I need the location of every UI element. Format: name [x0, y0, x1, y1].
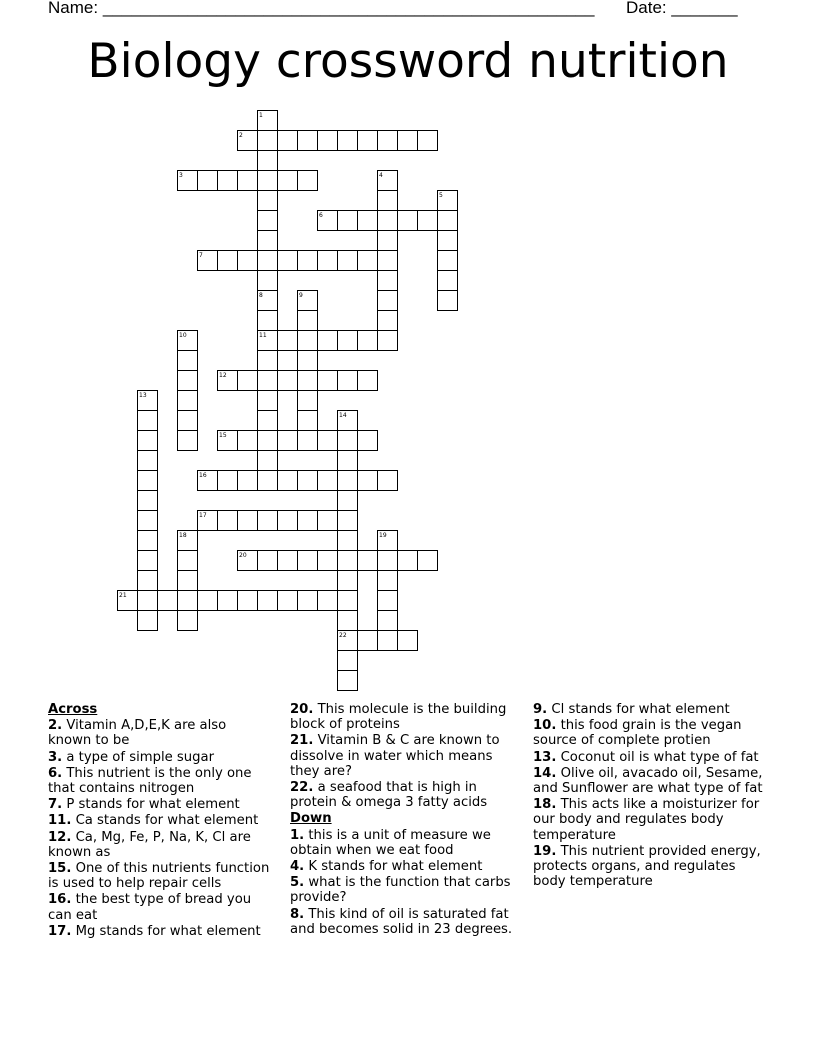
grid-cell[interactable]	[278, 511, 298, 531]
clue-number: 3.	[48, 749, 63, 765]
grid-cell[interactable]	[338, 511, 358, 531]
grid-cell[interactable]	[378, 551, 398, 571]
grid-cell[interactable]	[258, 411, 278, 431]
clue-number: 5.	[290, 875, 305, 891]
grid-cell[interactable]	[178, 391, 198, 411]
grid-cell[interactable]	[278, 131, 298, 151]
cell-number-label: 5	[439, 192, 443, 199]
cell-number-label: 21	[119, 592, 127, 599]
grid-cell[interactable]	[278, 251, 298, 271]
grid-cell[interactable]	[138, 591, 158, 611]
clue-number: 14.	[533, 765, 557, 781]
grid-cell[interactable]	[438, 211, 458, 231]
grid-cell[interactable]	[278, 471, 298, 491]
grid-cell[interactable]	[298, 351, 318, 371]
grid-cell[interactable]	[298, 431, 318, 451]
grid-cell[interactable]	[258, 311, 278, 331]
grid-cell[interactable]	[298, 551, 318, 571]
clue-number: 12.	[48, 829, 72, 845]
clue-number: 10.	[533, 718, 557, 734]
cell-number-label: 10	[179, 332, 187, 339]
grid-cell[interactable]	[178, 611, 198, 631]
cell-number-label: 16	[199, 472, 207, 479]
clue-text: This acts like a moisturizer for our body and regulates body temperature	[533, 797, 760, 843]
clues-column-1	[48, 702, 270, 940]
clue-text: Mg stands for what element	[71, 923, 261, 939]
grid-cell[interactable]	[378, 211, 398, 231]
grid-cell[interactable]	[258, 451, 278, 471]
grid-cell[interactable]	[238, 591, 258, 611]
clues-column-2	[290, 702, 516, 938]
grid-cell[interactable]	[138, 471, 158, 491]
page-title: Biology crossword nutrition	[87, 34, 729, 89]
clue-number: 21.	[290, 733, 314, 749]
grid-cell[interactable]	[138, 431, 158, 451]
grid-cell[interactable]	[378, 131, 398, 151]
date-blank[interactable]: _______	[671, 0, 738, 17]
grid-cell[interactable]	[318, 471, 338, 491]
clue-item	[533, 750, 765, 765]
cell-number-label: 14	[339, 412, 347, 419]
grid-cell[interactable]	[378, 611, 398, 631]
clue-text: this food grain is the vegan source of complete protien	[533, 718, 742, 749]
grid-cell[interactable]	[298, 371, 318, 391]
grid-cell[interactable]	[298, 411, 318, 431]
grid-cell[interactable]	[378, 311, 398, 331]
clue-text: a seafood that is high in protein & omega 3 fatty acids	[290, 780, 488, 811]
grid-cell[interactable]	[258, 171, 278, 191]
clue-number: 6.	[48, 765, 63, 781]
clue-number: 1.	[290, 827, 305, 843]
clue-text: This nutrient is the only one that contains nitrogen	[48, 765, 252, 797]
clue-number: 11.	[48, 813, 72, 829]
clue-number: 13.	[533, 749, 557, 765]
clue-text: This nutrient provided energy, protects organs, and regulates body temperature	[533, 843, 761, 890]
grid-cell[interactable]	[318, 251, 338, 271]
grid-cell[interactable]	[358, 251, 378, 271]
grid-cell[interactable]	[258, 591, 278, 611]
name-label: Name:	[48, 0, 99, 17]
clue-number: 18.	[533, 797, 557, 813]
grid-cell[interactable]	[218, 471, 238, 491]
clue-text: Ca, Mg, Fe, P, Na, K, Cl are known as	[48, 829, 251, 860]
clue-text: Ca stands for what element	[71, 813, 259, 829]
clue-item	[290, 828, 516, 858]
grid-cell[interactable]	[338, 431, 358, 451]
grid-cell[interactable]	[358, 471, 378, 491]
grid-cell[interactable]	[258, 271, 278, 291]
clue-text: this is a unit of measure we obtain when we eat food	[290, 827, 491, 858]
grid-cell[interactable]	[138, 571, 158, 591]
grid-cell[interactable]	[278, 331, 298, 351]
cell-number-label: 12	[219, 372, 227, 379]
grid-cell[interactable]	[218, 251, 238, 271]
grid-cell[interactable]	[378, 251, 398, 271]
grid-cell[interactable]	[438, 251, 458, 271]
grid-cell[interactable]	[338, 451, 358, 471]
clue-text: a type of simple sugar	[62, 749, 215, 765]
cell-number-label: 19	[379, 532, 387, 539]
name-blank[interactable]: ____________________________________________________	[102, 0, 595, 17]
grid-cell[interactable]	[198, 591, 218, 611]
cell-number-label: 6	[319, 212, 323, 219]
grid-cell[interactable]	[418, 211, 438, 231]
grid-cell[interactable]	[338, 491, 358, 511]
clue-text: K stands for what element	[304, 859, 483, 875]
clue-number: 8.	[290, 906, 305, 922]
grid-cell[interactable]	[278, 371, 298, 391]
grid-cell[interactable]	[298, 591, 318, 611]
grid-cell[interactable]	[238, 471, 258, 491]
grid-cell[interactable]	[338, 211, 358, 231]
clue-number: 15.	[48, 861, 72, 877]
grid-cell[interactable]	[258, 551, 278, 571]
grid-cell[interactable]	[298, 311, 318, 331]
clue-text: Cl stands for what element	[547, 702, 730, 717]
cell-number-label: 20	[239, 552, 247, 559]
clue-item	[48, 924, 270, 939]
grid-cell[interactable]	[298, 471, 318, 491]
grid-cell[interactable]	[338, 611, 358, 631]
clue-number: 2.	[48, 718, 63, 734]
grid-cell[interactable]	[398, 211, 418, 231]
cell-number-label: 2	[239, 132, 243, 139]
clue-number: 9.	[533, 702, 548, 717]
grid-cell[interactable]	[138, 611, 158, 631]
grid-cell[interactable]	[258, 471, 278, 491]
grid-cell[interactable]	[178, 571, 198, 591]
grid-cell[interactable]	[138, 411, 158, 431]
clue-item	[48, 750, 270, 765]
grid-cell[interactable]	[258, 151, 278, 171]
grid-cell[interactable]	[338, 551, 358, 571]
cell-number-label: 1	[259, 112, 263, 119]
grid-cell[interactable]	[278, 171, 298, 191]
grid-cell[interactable]	[378, 471, 398, 491]
grid-cell[interactable]	[358, 131, 378, 151]
clue-text: Vitamin B & C are known to dissolve in water which means they are?	[290, 733, 500, 779]
clue-text: what is the function that carbs provide?	[290, 875, 511, 906]
cell-number-label: 3	[179, 172, 183, 179]
clue-item	[533, 844, 765, 890]
grid-cell[interactable]	[278, 431, 298, 451]
grid-cell[interactable]	[138, 511, 158, 531]
clue-item	[48, 830, 270, 860]
grid-cell[interactable]	[318, 431, 338, 451]
grid-cell[interactable]	[298, 511, 318, 531]
grid-cell[interactable]	[258, 191, 278, 211]
grid-cell[interactable]	[238, 371, 258, 391]
grid-cell[interactable]	[138, 491, 158, 511]
clue-item	[48, 813, 270, 828]
clue-item	[48, 718, 270, 748]
cell-number-label: 7	[199, 252, 203, 259]
grid-cell[interactable]	[158, 591, 178, 611]
grid-cell[interactable]	[338, 531, 358, 551]
grid-cell[interactable]	[438, 291, 458, 311]
grid-cell[interactable]	[318, 591, 338, 611]
clue-text: One of this nutrients function is used to help repair cells	[48, 861, 270, 892]
grid-cell[interactable]	[338, 331, 358, 351]
grid-cell[interactable]	[138, 451, 158, 471]
grid-cell[interactable]	[178, 371, 198, 391]
grid-cell[interactable]	[378, 591, 398, 611]
grid-cell[interactable]	[398, 551, 418, 571]
cell-number-label: 18	[179, 532, 187, 539]
grid-cell[interactable]	[218, 511, 238, 531]
grid-cell[interactable]	[338, 131, 358, 151]
grid-cell[interactable]	[358, 371, 378, 391]
grid-cell[interactable]	[418, 131, 438, 151]
grid-cell[interactable]	[338, 651, 358, 671]
clue-item	[290, 875, 516, 905]
grid-cell[interactable]	[438, 231, 458, 251]
grid-cell[interactable]	[378, 331, 398, 351]
grid-cell[interactable]	[338, 371, 358, 391]
grid-cell[interactable]	[378, 191, 398, 211]
grid-cell[interactable]	[378, 571, 398, 591]
clue-text: This kind of oil is saturated fat and becomes solid in 23 degrees.	[290, 906, 513, 937]
grid-cell[interactable]	[318, 511, 338, 531]
grid-cell[interactable]	[178, 551, 198, 571]
clue-text: P stands for what element	[62, 797, 240, 813]
date-label: Date:	[626, 0, 667, 17]
grid-cell[interactable]	[358, 331, 378, 351]
clue-item	[48, 766, 270, 796]
grid-cell[interactable]	[338, 571, 358, 591]
clue-number: 7.	[48, 797, 63, 813]
cell-number-label: 9	[299, 292, 303, 299]
grid-cell[interactable]	[258, 511, 278, 531]
clue-item	[533, 718, 765, 748]
grid-cell[interactable]	[278, 551, 298, 571]
grid-cell[interactable]	[218, 171, 238, 191]
grid-cell[interactable]	[238, 171, 258, 191]
down-heading: Down	[290, 811, 332, 827]
grid-cell[interactable]	[358, 551, 378, 571]
clue-item	[290, 907, 516, 937]
grid-cell[interactable]	[438, 271, 458, 291]
grid-cell[interactable]	[258, 391, 278, 411]
grid-cell[interactable]	[318, 551, 338, 571]
grid-cell[interactable]	[338, 251, 358, 271]
grid-cell[interactable]	[318, 331, 338, 351]
grid-cell[interactable]	[318, 131, 338, 151]
grid-cell[interactable]	[298, 251, 318, 271]
grid-cell[interactable]	[378, 271, 398, 291]
grid-cell[interactable]	[238, 511, 258, 531]
across-heading: Across	[48, 702, 98, 717]
grid-cell[interactable]	[178, 351, 198, 371]
grid-cell[interactable]	[258, 231, 278, 251]
grid-cell[interactable]	[258, 351, 278, 371]
clue-item	[290, 702, 516, 732]
grid-cell[interactable]	[258, 371, 278, 391]
grid-cell[interactable]	[418, 551, 438, 571]
grid-cell[interactable]	[178, 591, 198, 611]
grid-cell[interactable]	[318, 371, 338, 391]
grid-cell[interactable]	[338, 591, 358, 611]
grid-cell[interactable]	[178, 411, 198, 431]
clue-number: 4.	[290, 859, 305, 875]
grid-cell[interactable]	[138, 531, 158, 551]
clue-item	[290, 780, 516, 810]
cell-number-label: 8	[259, 292, 263, 299]
clue-item	[48, 861, 270, 891]
grid-cell[interactable]	[298, 331, 318, 351]
cell-number-label: 4	[379, 172, 383, 179]
grid-cell[interactable]	[298, 171, 318, 191]
clue-item	[290, 733, 516, 779]
clues-column-3	[533, 702, 765, 890]
grid-cell[interactable]	[198, 171, 218, 191]
grid-cell[interactable]	[378, 631, 398, 651]
clue-item	[533, 766, 765, 796]
clue-item	[533, 702, 765, 717]
grid-cell[interactable]	[278, 591, 298, 611]
grid-cell[interactable]	[258, 431, 278, 451]
grid-cell[interactable]	[238, 251, 258, 271]
grid-cell[interactable]	[358, 631, 378, 651]
cell-number-label: 22	[339, 632, 347, 639]
grid-cell[interactable]	[358, 431, 378, 451]
clue-item	[533, 797, 765, 843]
grid-cell[interactable]	[398, 131, 418, 151]
grid-cell[interactable]	[378, 231, 398, 251]
cell-number-label: 15	[219, 432, 227, 439]
clue-number: 20.	[290, 702, 314, 717]
grid-cell[interactable]	[298, 131, 318, 151]
grid-cell[interactable]	[298, 391, 318, 411]
clue-number: 17.	[48, 923, 72, 939]
grid-cell[interactable]	[338, 671, 358, 691]
clue-text: Coconut oil is what type of fat	[556, 749, 759, 765]
grid-cell[interactable]	[238, 431, 258, 451]
clue-number: 22.	[290, 780, 314, 796]
grid-cell[interactable]	[258, 211, 278, 231]
clue-text: Olive oil, avacado oil, Sesame, and Sunflower are what type of fat	[533, 765, 763, 797]
clue-text: Vitamin A,D,E,K are also known to be	[48, 718, 227, 749]
grid-cell[interactable]	[358, 211, 378, 231]
cell-number-label: 17	[199, 512, 207, 519]
grid-cell[interactable]	[178, 431, 198, 451]
clue-item	[48, 892, 270, 922]
clue-number: 19.	[533, 843, 557, 859]
grid-cell[interactable]	[258, 131, 278, 151]
clue-text: This molecule is the building block of proteins	[290, 702, 507, 733]
cell-number-label: 11	[259, 332, 267, 339]
clue-item	[290, 859, 516, 874]
grid-cell[interactable]	[138, 551, 158, 571]
grid-cell[interactable]	[398, 631, 418, 651]
grid-cell[interactable]	[378, 291, 398, 311]
clue-item	[48, 797, 270, 812]
grid-cell[interactable]	[258, 251, 278, 271]
grid-cell[interactable]	[218, 591, 238, 611]
cell-number-label: 13	[139, 392, 147, 399]
grid-cell[interactable]	[338, 471, 358, 491]
clue-text: the best type of bread you can eat	[48, 892, 252, 923]
clue-number: 16.	[48, 892, 72, 908]
